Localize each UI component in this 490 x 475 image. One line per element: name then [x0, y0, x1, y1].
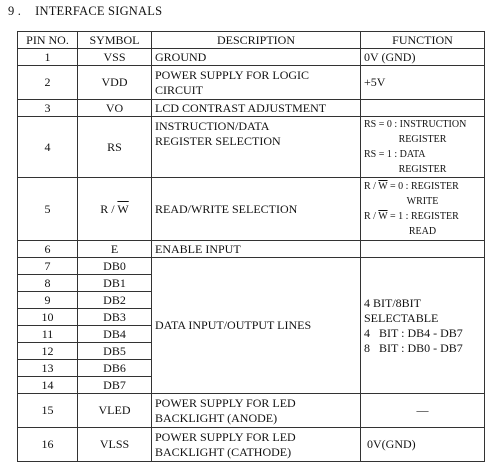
function-line: 4 BIT : DB4 - DB7: [364, 325, 463, 340]
description-line: POWER SUPPLY FOR LOGIC: [155, 67, 310, 82]
function-line: REGISTER: [398, 164, 447, 175]
pin-cell: 7: [18, 258, 78, 275]
description-cell: LCD CONTRAST ADJUSTMENT: [152, 100, 361, 117]
pin-cell: 5: [18, 178, 78, 241]
pin-cell: 13: [18, 360, 78, 377]
symbol-cell: DB4: [78, 326, 152, 343]
table-row: [18, 100, 485, 117]
symbol-cell: DB6: [78, 360, 152, 377]
pin-cell: 16: [18, 428, 78, 462]
pin-cell: 2: [18, 66, 78, 100]
description-cell: DATA INPUT/OUTPUT LINES: [152, 258, 361, 394]
function-cell: +5V: [361, 66, 485, 100]
pin-cell: 1: [18, 49, 78, 66]
symbol-cell: RS: [78, 117, 152, 178]
description-cell: READ/WRITE SELECTION: [152, 178, 361, 241]
function-line: 4 BIT/8BIT: [364, 295, 421, 310]
function-line: 8 BIT : DB0 - DB7: [364, 340, 463, 355]
symbol-cell: VSS: [78, 49, 152, 66]
function-line: [364, 209, 481, 224]
pin-cell: 9: [18, 292, 78, 309]
function-line: RS = 1 : DATA: [364, 149, 426, 160]
description-line: INSTRUCTION/DATA: [155, 119, 270, 133]
function-line: [364, 179, 481, 194]
function-cell: 0V(GND): [361, 428, 485, 462]
function-cell: [361, 241, 485, 258]
pin-cell: 11: [18, 326, 78, 343]
symbol-cell: DB3: [78, 309, 152, 326]
symbol-cell: VLSS: [78, 428, 152, 462]
header-function: FUNCTION: [361, 32, 485, 49]
description-cell: GROUND: [152, 49, 361, 66]
function-cell: [361, 100, 485, 117]
table-row: [18, 49, 485, 66]
description-line: REGISTER SELECTION: [155, 134, 281, 148]
function-text: R /: [364, 181, 379, 192]
function-text: = 0 : REGISTER: [387, 181, 459, 192]
pin-cell: 12: [18, 343, 78, 360]
function-cell: 0V (GND): [361, 49, 485, 66]
function-cell: [361, 258, 485, 394]
symbol-overline-part: $\overline{W}$: [117, 201, 129, 216]
function-line: SELECTABLE: [364, 310, 439, 325]
description-cell: [152, 394, 361, 428]
function-text: = 1 : REGISTER: [387, 211, 459, 222]
symbol-part: R /: [100, 201, 118, 216]
table-row: [18, 428, 485, 462]
interface-signals-table: [17, 31, 485, 462]
section-title: INTERFACE SIGNALS: [35, 4, 163, 18]
header-description: DESCRIPTION: [152, 32, 361, 49]
pin-cell: 6: [18, 241, 78, 258]
function-line: READ: [408, 226, 437, 237]
pin-cell: 15: [18, 394, 78, 428]
pin-cell: 10: [18, 309, 78, 326]
pin-cell: 4: [18, 117, 78, 178]
table-row: [18, 241, 485, 258]
description-line: BACKLIGHT (CATHODE): [155, 444, 292, 459]
description-cell: [152, 117, 361, 178]
section-heading: [8, 4, 162, 19]
function-line: WRITE: [406, 196, 439, 207]
table-row: [18, 117, 485, 178]
section-number: 9 .: [8, 4, 22, 18]
symbol-cell: DB0: [78, 258, 152, 275]
symbol-cell: DB1: [78, 275, 152, 292]
function-cell: [361, 117, 485, 178]
description-cell: [152, 66, 361, 100]
function-text: R /: [364, 211, 379, 222]
symbol-cell: DB5: [78, 343, 152, 360]
symbol-cell: VO: [78, 100, 152, 117]
function-line: REGISTER: [398, 134, 447, 145]
table-row: [18, 178, 485, 241]
table-row: [18, 258, 485, 275]
function-overline-text: $\overline{W}$: [378, 181, 388, 192]
symbol-cell: VDD: [78, 66, 152, 100]
description-line: CIRCUIT: [155, 82, 203, 97]
table-header-row: [18, 32, 485, 49]
table-row: [18, 66, 485, 100]
description-line: POWER SUPPLY FOR LED: [155, 429, 296, 444]
symbol-cell: DB7: [78, 377, 152, 394]
symbol-cell: VLED: [78, 394, 152, 428]
description-cell: [152, 428, 361, 462]
function-cell: [361, 178, 485, 241]
function-line: RS = 0 : INSTRUCTION: [364, 119, 467, 130]
pin-cell: 3: [18, 100, 78, 117]
function-overline-text: $\overline{W}$: [378, 211, 388, 222]
description-line: POWER SUPPLY FOR LED: [155, 395, 296, 410]
header-pin-no: PIN NO.: [18, 32, 78, 49]
function-cell: —: [361, 394, 485, 428]
symbol-cell: DB2: [78, 292, 152, 309]
symbol-cell: E: [78, 241, 152, 258]
description-cell: ENABLE INPUT: [152, 241, 361, 258]
pin-cell: 14: [18, 377, 78, 394]
description-line: BACKLIGHT (ANODE): [155, 410, 278, 425]
symbol-cell: [78, 178, 152, 241]
table-row: [18, 394, 485, 428]
header-symbol: SYMBOL: [78, 32, 152, 49]
pin-cell: 8: [18, 275, 78, 292]
